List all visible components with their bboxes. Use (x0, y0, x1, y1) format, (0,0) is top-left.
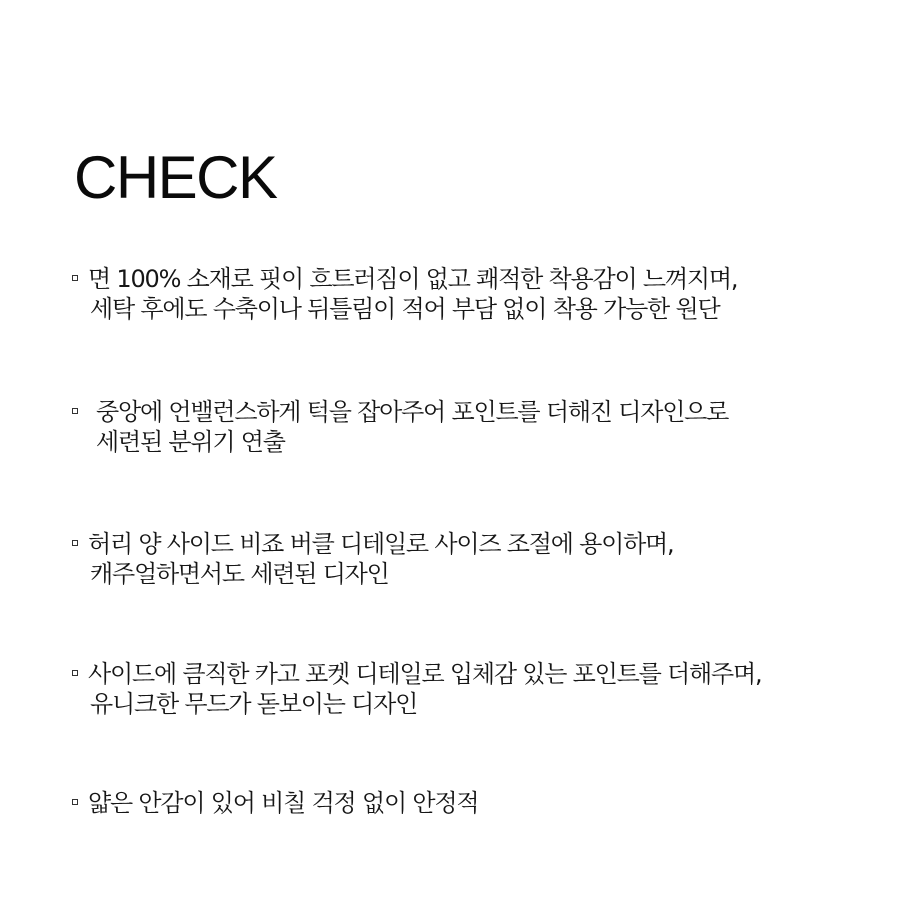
feature-line: 유니크한 무드가 돋보이는 디자인 (90, 690, 418, 718)
feature-line: 얇은 안감이 있어 비칠 걱정 없이 안정적 (88, 789, 479, 817)
square-bullet-icon (72, 275, 78, 281)
feature-item (72, 264, 852, 324)
square-bullet-icon (72, 799, 78, 805)
square-bullet-icon (72, 408, 78, 414)
square-bullet-icon (72, 670, 78, 676)
feature-line: 세탁 후에도 수축이나 뒤틀림이 적어 부담 없이 착용 가능한 원단 (90, 295, 720, 323)
page-heading: CHECK (74, 144, 277, 211)
feature-line: 캐주얼하면서도 세련된 디자인 (90, 560, 389, 588)
feature-item (72, 659, 852, 719)
feature-item (72, 397, 852, 457)
feature-item (72, 529, 852, 589)
feature-line: 중앙에 언밸런스하게 턱을 잡아주어 포인트를 더해진 디자인으로 (96, 398, 729, 426)
feature-line: 면 100% 소재로 핏이 흐트러짐이 없고 쾌적한 착용감이 느껴지며, (88, 265, 738, 293)
feature-line: 사이드에 큼직한 카고 포켓 디테일로 입체감 있는 포인트를 더해주며, (88, 660, 762, 688)
feature-line: 세련된 분위기 연출 (96, 428, 285, 456)
feature-item (72, 788, 852, 834)
feature-line: 허리 양 사이드 비죠 버클 디테일로 사이즈 조절에 용이하며, (88, 530, 674, 558)
square-bullet-icon (72, 540, 78, 546)
